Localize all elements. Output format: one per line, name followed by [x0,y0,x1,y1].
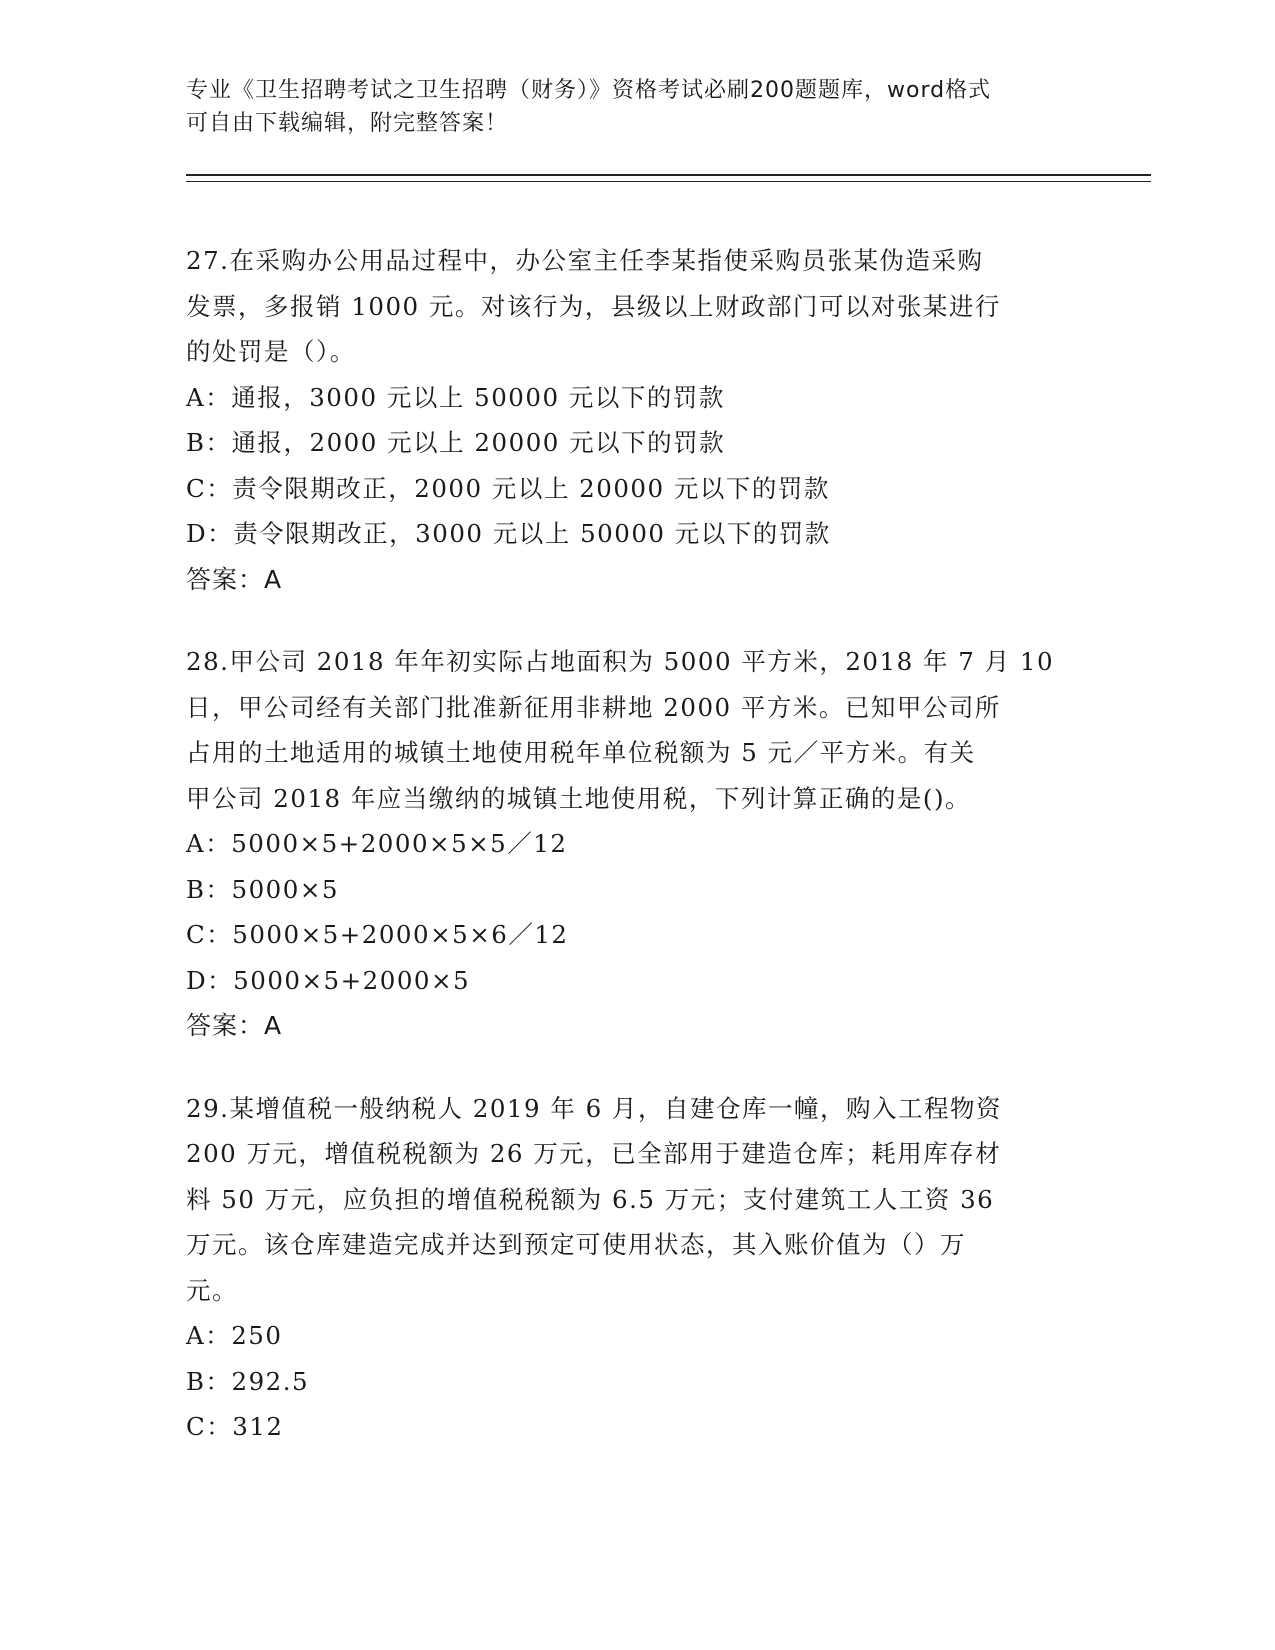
header-divider-thin [186,181,1151,182]
question-stem-line: 料 50 万元，应负担的增值税税额为 6.5 万元；支付建筑工人工资 36 [186,1184,995,1214]
question-list [186,238,1066,1487]
question-stem-line: 29.某增值税一般纳税人 2019 年 6 月，自建仓库一幢，购入工程物资 [186,1093,1003,1123]
option-a: A：5000×5+2000×5×5／12 [186,829,568,858]
document-header [186,74,1066,140]
question-stem-line: 的处罚是（）。 [186,337,356,366]
question-stem-line: 占用的土地适用的城镇土地使用税年单位税额为 5 元／平方米。有关 [186,738,976,767]
question-stem-line: 200 万元，增值税税额为 26 万元，已全部用于建造仓库；耗用库存材 [186,1139,1002,1168]
header-divider-thick [186,174,1151,176]
option-d: D：5000×5+2000×5 [186,965,471,995]
option-d: D：责令限期改正，3000 元以上 50000 元以下的罚款 [186,519,831,548]
answer-label: 答案：A [186,1011,283,1040]
option-a: A：250 [186,1321,283,1350]
question-27 [186,238,1066,602]
answer-label: 答案：A [186,564,283,594]
option-c: C：5000×5+2000×5×6／12 [186,920,569,949]
option-c: C：312 [186,1412,284,1441]
header-line-2: 可自由下载编辑，附完整答案！ [186,111,509,136]
question-stem-line: 日，甲公司经有关部门批准新征用非耕地 2000 平方米。已知甲公司所 [186,692,1001,722]
question-stem-line: 发票，多报销 1000 元。对该行为，县级以上财政部门可以对张某进行 [186,291,1001,321]
question-stem-line: 27.在采购办公用品过程中，办公室主任李某指使采购员张某伪造采购 [186,246,984,275]
question-stem-line: 甲公司 2018 年应当缴纳的城镇土地使用税，下列计算正确的是()。 [186,783,972,813]
question-stem-line: 28.甲公司 2018 年年初实际占地面积为 5000 平方米，2018 年 7 月 10 [186,647,1055,676]
question-28 [186,639,1066,1049]
option-b: B：通报，2000 元以上 20000 元以下的罚款 [186,428,726,457]
question-29 [186,1086,1066,1450]
option-b: B：292.5 [186,1366,310,1396]
option-c: C：责令限期改正，2000 元以上 20000 元以下的罚款 [186,473,830,503]
header-line-1: 专业《卫生招聘考试之卫生招聘（财务）》资格考试必刷200题题库，word格式 [186,78,992,103]
option-b: B：5000×5 [186,874,339,904]
question-stem-line: 元。 [186,1275,238,1305]
option-a: A：通报，3000 元以上 50000 元以下的罚款 [186,382,725,412]
question-stem-line: 万元。该仓库建造完成并达到预定可使用状态，其入账价值为（）万 [186,1230,966,1259]
